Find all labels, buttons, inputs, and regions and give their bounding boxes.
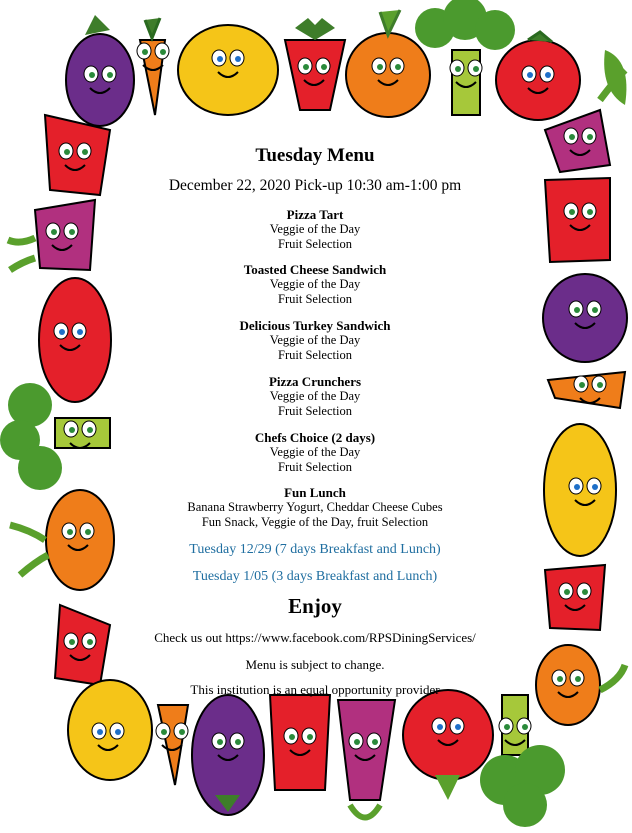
disclaimer-text: Menu is subject to change. [245, 657, 385, 672]
menu-item-line: Veggie of the Day [269, 222, 361, 236]
menu-item-name: Delicious Turkey Sandwich [239, 318, 391, 333]
menu-item [110, 430, 520, 475]
carrot-right-icon [548, 372, 625, 408]
menu-item-line: Veggie of the Day [269, 277, 361, 291]
carrot-bottom-icon [156, 705, 188, 785]
menu-item-name: Toasted Cheese Sandwich [243, 262, 387, 277]
menu-item-name: Chefs Choice (2 days) [254, 430, 376, 445]
menu-item [110, 485, 520, 530]
lemon-top-icon [178, 25, 278, 115]
menu-item [110, 374, 520, 419]
facebook-link-text: Check us out https://www.facebook.com/RPSDiningServices/ [154, 630, 476, 645]
eggplant-top-left-icon [66, 15, 134, 126]
menu-item-line: Veggie of the Day [269, 333, 361, 347]
menu-item-line: Banana Strawberry Yogurt, Cheddar Cheese Cubes [187, 500, 443, 514]
menu-item-line: Fruit Selection [278, 348, 352, 362]
orange-left-icon [10, 490, 114, 590]
menu-item-line: Fruit Selection [278, 292, 352, 306]
eggplant-right-icon [543, 274, 627, 362]
schedule-line: Tuesday 12/29 (7 days Breakfast and Lunch) [189, 542, 441, 557]
menu-item-line: Fruit Selection [278, 404, 352, 418]
tomato-top-right-icon [496, 32, 580, 120]
radish-bottom-icon [338, 700, 395, 818]
strawberry-top-icon [285, 18, 345, 110]
menu-item-line: Veggie of the Day [269, 389, 361, 403]
menu-title: Tuesday Menu [255, 145, 375, 166]
menu-item [110, 207, 520, 252]
lemon-right-icon [544, 424, 616, 556]
eggplant-bottom-icon [192, 695, 264, 815]
pepper-right-icon [545, 178, 610, 262]
tomato-left-icon [39, 278, 111, 402]
menu-item [110, 262, 520, 307]
menu-item-name: Pizza Crunchers [268, 374, 362, 389]
menu-item-line: Fruit Selection [278, 237, 352, 251]
strawberry-right-icon [545, 565, 605, 630]
menu-item [110, 318, 520, 363]
menu-item-line: Fruit Selection [278, 460, 352, 474]
menu-item-line: Veggie of the Day [269, 445, 361, 459]
pepper-left-1-icon [45, 115, 110, 195]
carrot-top-icon [137, 18, 169, 115]
broccoli-left-icon [0, 383, 110, 490]
equal-opportunity-text: This institution is an equal opportunity provider [190, 682, 440, 697]
menu-item-name: Pizza Tart [286, 207, 344, 222]
menu-item-line: Fun Snack, Veggie of the Day, fruit Selection [201, 515, 429, 529]
enjoy-heading: Enjoy [288, 594, 342, 618]
pepper-bottom-icon [270, 695, 330, 790]
tomato-bottom-icon [403, 690, 493, 800]
pickup-dateline: December 22, 2020 Pick-up 10:30 am-1:00 pm [168, 177, 462, 194]
menu-item-name: Fun Lunch [284, 485, 346, 500]
schedule-line: Tuesday 1/05 (3 days Breakfast and Lunch) [192, 569, 438, 584]
radish-left-icon [8, 200, 95, 270]
